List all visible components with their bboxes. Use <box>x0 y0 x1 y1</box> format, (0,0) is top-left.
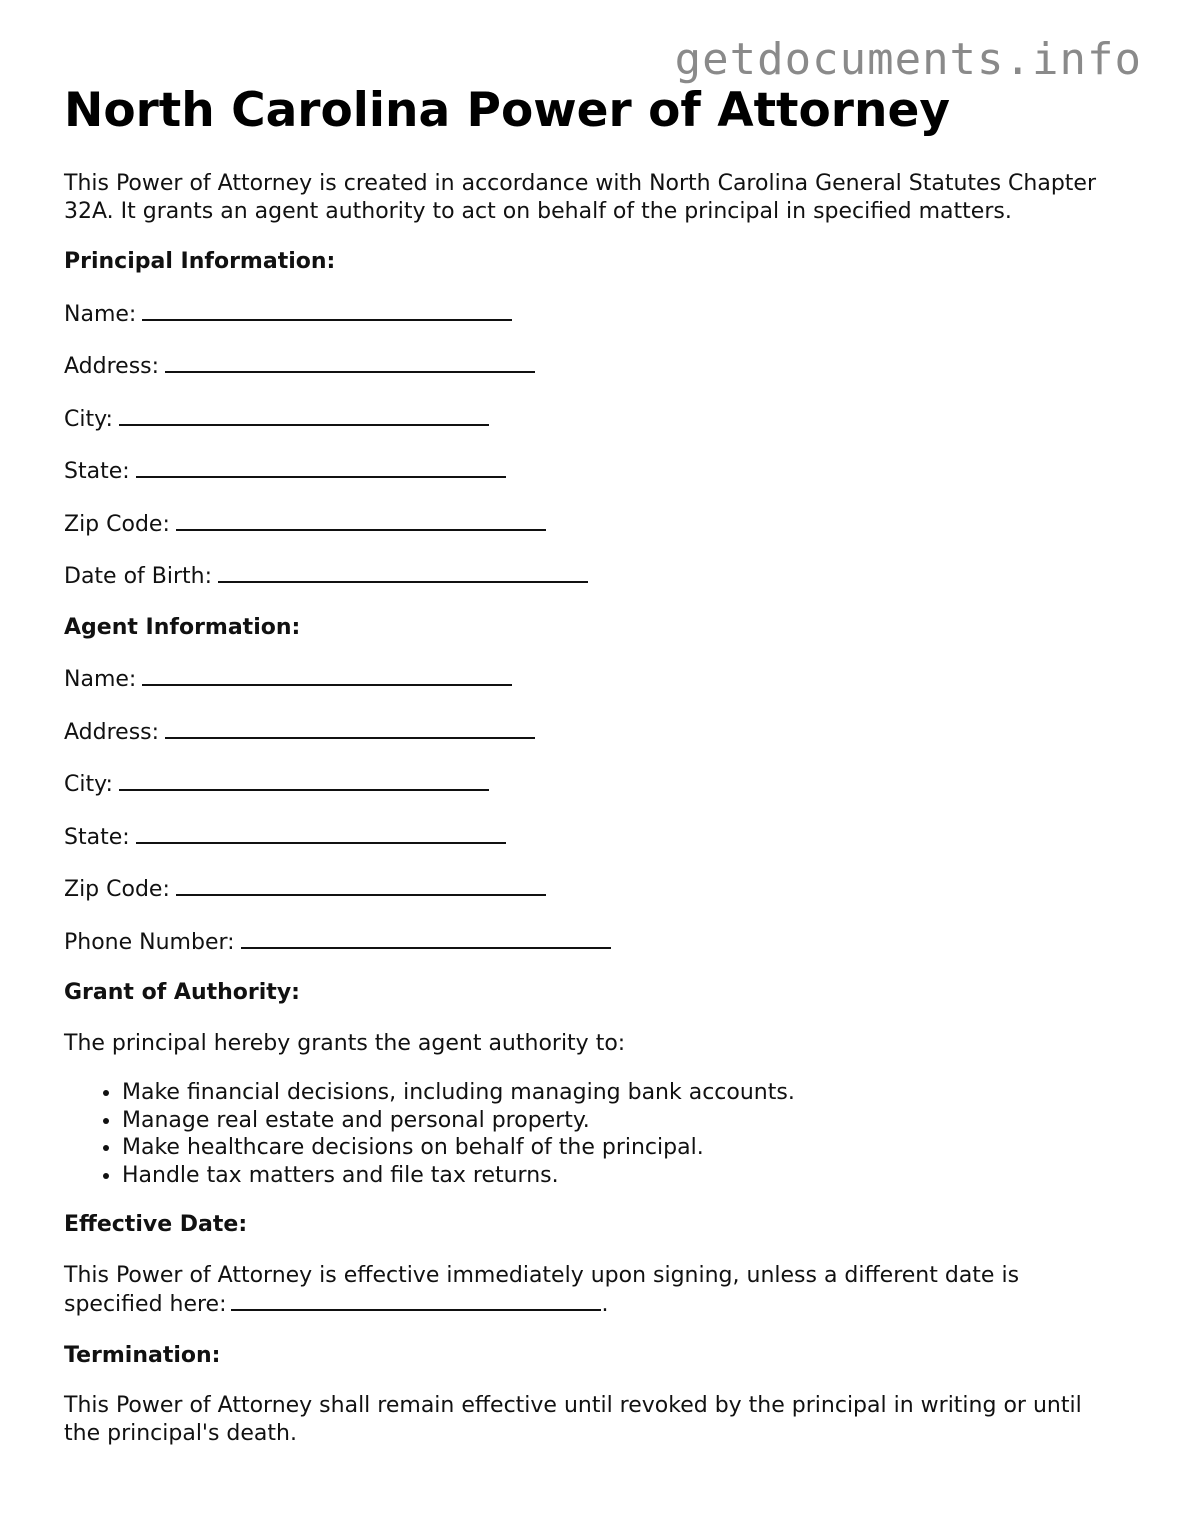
termination-heading: Termination: <box>64 1342 221 1368</box>
field-label: Address: <box>64 719 160 745</box>
agent-phone-field <box>64 927 1124 957</box>
agent-name-field <box>64 664 1124 694</box>
field-label: Zip Code: <box>64 511 170 537</box>
principal-heading: Principal Information: <box>64 249 336 274</box>
agent-zip-field <box>64 874 1124 904</box>
agent-name-blank[interactable] <box>142 664 512 686</box>
document-body <box>64 84 1124 1470</box>
principal-address-field <box>64 351 1124 381</box>
agent-state-field <box>64 822 1124 852</box>
agent-address-field <box>64 717 1124 747</box>
principal-dob-blank[interactable] <box>218 561 588 583</box>
list-item: • Make financial decisions, including managing bank accounts. <box>122 1079 1124 1107</box>
field-label: Date of Birth: <box>64 564 213 589</box>
watermark: getdocuments.info <box>674 34 1142 85</box>
principal-name-field <box>64 299 1124 329</box>
agent-phone-blank[interactable] <box>241 927 611 949</box>
agent-city-field <box>64 769 1124 799</box>
principal-city-field <box>64 404 1124 434</box>
list-item: • Manage real estate and personal property. <box>122 1107 1124 1135</box>
agent-city-blank[interactable] <box>119 769 489 791</box>
document-title: North Carolina Power of Attorney <box>64 83 950 138</box>
termination-paragraph: This Power of Attorney shall remain effective until revoked by the principal in writing or until the principal's death. <box>64 1393 1082 1446</box>
field-label: Name: <box>64 667 137 692</box>
agent-heading: Agent Information: <box>64 614 301 640</box>
agent-zip-blank[interactable] <box>176 874 546 896</box>
principal-city-blank[interactable] <box>119 404 489 426</box>
effective-text: This Power of Attorney is effective immediately upon signing, unless a different date is specified here: <box>64 1262 1020 1317</box>
effective-paragraph <box>64 1262 1124 1319</box>
field-label: City: <box>64 406 113 432</box>
field-label: Address: <box>64 354 160 379</box>
grant-heading: Grant of Authority: <box>64 980 300 1005</box>
authority-list <box>64 1079 1124 1189</box>
field-label: Name: <box>64 301 137 327</box>
principal-dob-field <box>64 561 1124 591</box>
principal-zip-blank[interactable] <box>176 509 546 531</box>
principal-name-blank[interactable] <box>142 299 512 321</box>
effective-heading: Effective Date: <box>64 1212 248 1237</box>
principal-state-blank[interactable] <box>136 456 506 478</box>
effective-date-blank[interactable] <box>231 1289 601 1311</box>
grant-lead: The principal hereby grants the agent authority to: <box>64 1030 626 1056</box>
field-label: Zip Code: <box>64 877 170 902</box>
intro-paragraph: This Power of Attorney is created in accordance with North Carolina General Statutes Chapter 32A. It grants an agent authority to act on behalf of the principal in specified matters. <box>64 171 1097 224</box>
field-label: State: <box>64 824 130 850</box>
field-label: State: <box>64 459 130 484</box>
list-item: • Handle tax matters and file tax returns. <box>122 1162 1124 1190</box>
principal-zip-field <box>64 509 1124 539</box>
field-label: Phone Number: <box>64 929 235 955</box>
agent-address-blank[interactable] <box>165 717 535 739</box>
field-label: City: <box>64 772 113 797</box>
principal-state-field <box>64 456 1124 486</box>
effective-period: . <box>601 1292 609 1317</box>
principal-address-blank[interactable] <box>165 351 535 373</box>
list-item: • Make healthcare decisions on behalf of the principal. <box>122 1134 1124 1162</box>
agent-state-blank[interactable] <box>136 822 506 844</box>
